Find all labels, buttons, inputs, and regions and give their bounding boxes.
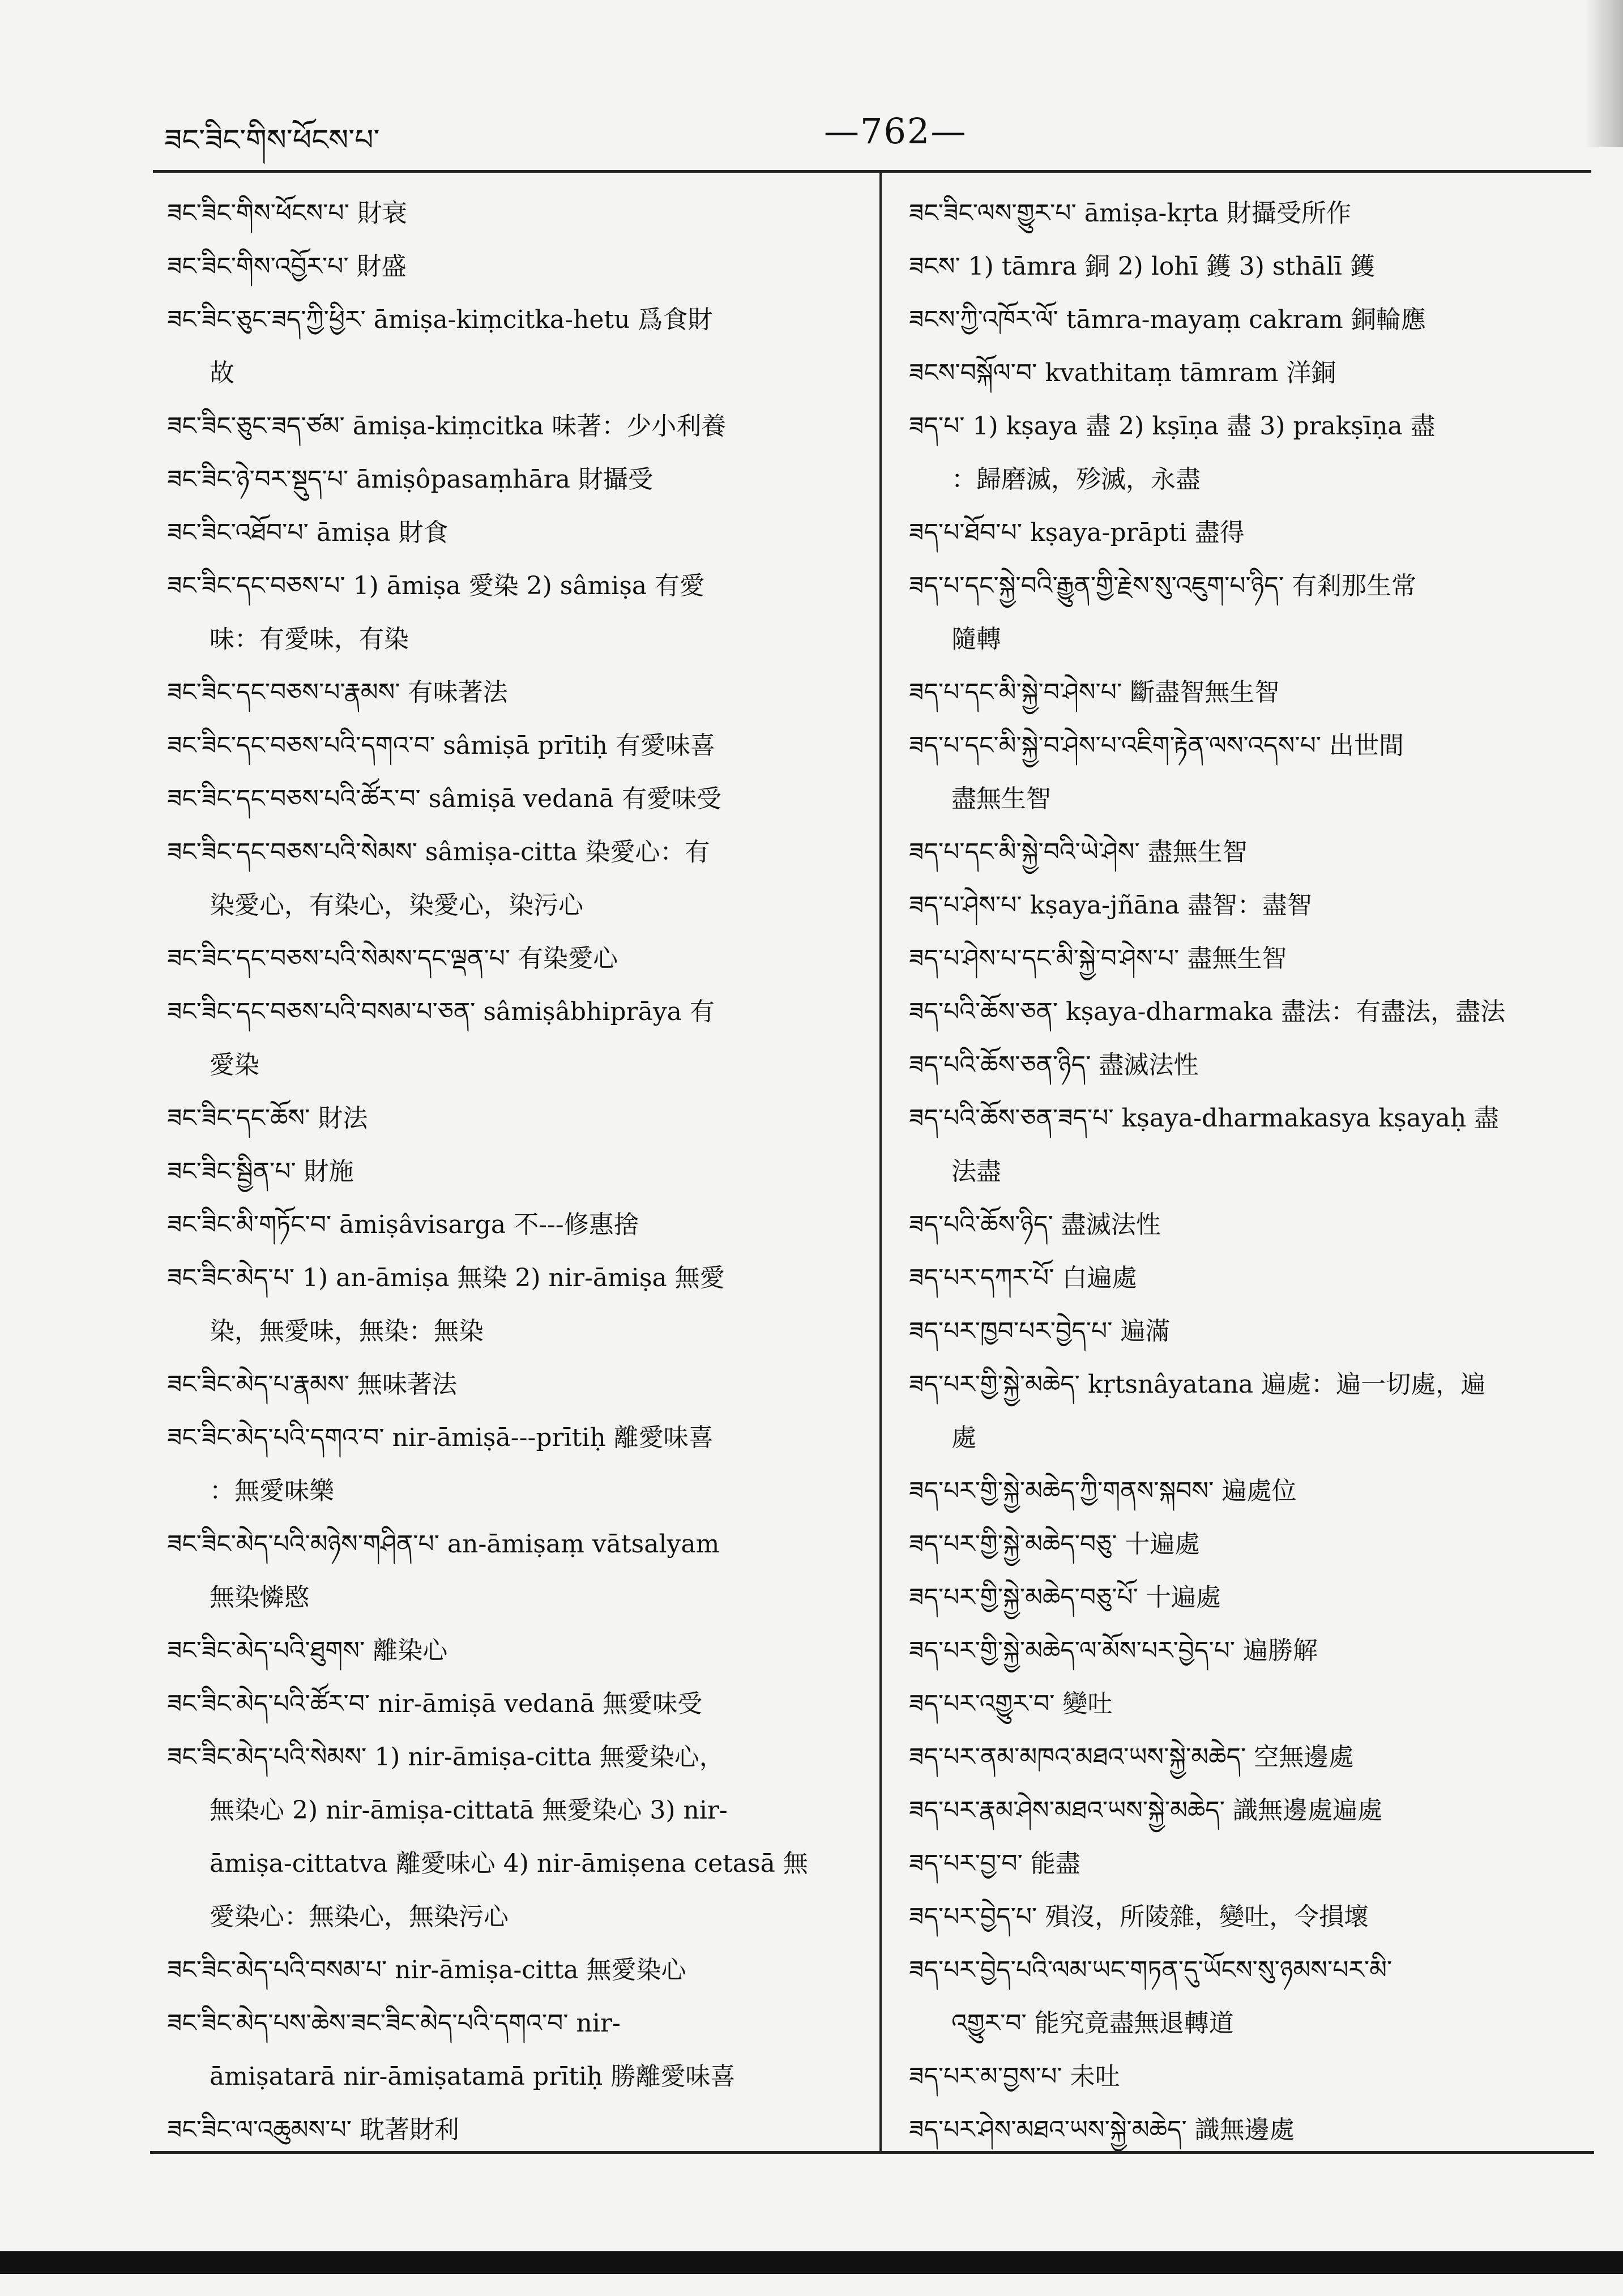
dictionary-entry (909, 2050, 1588, 2103)
dictionary-entry (909, 1624, 1588, 1678)
entry-line: ཟད་པར་དཀར་པོ་ 白遍處 (909, 1264, 1137, 1292)
entry-line: ཟང་ཟིང་མེད་པས་ཆེས་ཟང་ཟིང་མེད་པའི་དགའ་བ་ nir- (167, 2009, 621, 2038)
dictionary-entry (909, 1465, 1588, 1518)
entry-line: ཟང་ཟིང་འཐོབ་པ་ āmiṣa 財食 (167, 518, 449, 547)
entry-line: ཟད་པ་ཤེས་པ་ kṣaya-jñāna 盡智：盡智 (909, 891, 1312, 920)
entry-continuation-line: 愛染心：無染心，無染污心 (210, 1902, 509, 1931)
entry-line: ཟང་ཟིང་དང་ཆོས་ 財法 (167, 1104, 368, 1133)
entry-continuation-line: āmiṣatarā nir-āmiṣatamā prītiḥ 勝離愛味喜 (210, 2062, 736, 2091)
entry-continuation-line: 味：有愛味，有染 (210, 625, 409, 654)
dictionary-entry (167, 240, 844, 293)
right-column (909, 187, 1588, 2157)
dictionary-entry (167, 666, 844, 719)
dictionary-entry (909, 560, 1588, 666)
entry-line: ཟད་པ་དང་སྐྱེ་བའི་རྒྱུན་གྱི་རྗེས་སུ་འཇུག་པ་ཉིད་ 有剎那生常 (909, 571, 1416, 600)
dictionary-entry (909, 719, 1588, 826)
entry-line: ཟད་པར་ཁྱབ་པར་བྱེད་པ་ 遍滿 (909, 1317, 1171, 1346)
entry-line: ཟད་པ་ཤེས་པ་དང་མི་སྐྱེ་བ་ཤེས་པ་ 盡無生智 (909, 944, 1287, 973)
entry-line: ཟངས་ཀྱི་འཁོར་ལོ་ tāmra-mayaṃ cakram 銅輪應 (909, 305, 1426, 334)
dictionary-entry (167, 1731, 844, 1944)
entry-line: ཟད་པར་རྣམ་ཤེས་མཐའ་ཡས་སྐྱེ་མཆེད་ 識無邊處遍處 (909, 1796, 1382, 1825)
dictionary-entry (167, 1518, 844, 1624)
dictionary-entry (909, 666, 1588, 719)
entry-line: ཟད་པར་བྱེད་པ་ 殞沒，所陵雜，變吐，令損壞 (909, 1902, 1369, 1931)
dictionary-entry (909, 1518, 1588, 1571)
entry-line: ཟད་པ་ 1) kṣaya 盡 2) kṣīṇa 盡 3) prakṣīṇa 盡 (909, 412, 1436, 441)
dictionary-entry (167, 1092, 844, 1145)
entry-line: ཟང་ཟིང་ལས་གྱུར་པ་ āmiṣa-kṛta 財攝受所作 (909, 199, 1352, 228)
entry-line: ཟང་ཟིང་དང་བཅས་པ་རྣམས་ 有味著法 (167, 678, 508, 707)
entry-line: ཟད་པར་བྱེད་པའི་ལམ་ཡང་གཏན་དུ་ཡོངས་སུ་ཉམས་པར་མི་ (909, 1956, 1393, 1985)
entry-line: ཟད་པའི་ཆོས་ཉིད་ 盡滅法性 (909, 1210, 1161, 1239)
entry-line: ཟང་ཟིང་ཅུང་ཟད་ཙམ་ āmiṣa-kiṃcitka 味著：少小利養 (167, 412, 727, 441)
entry-line: ཟད་པར་འགྱུར་བ་ 變吐 (909, 1689, 1113, 1718)
dictionary-entry (909, 347, 1588, 400)
entry-line: ཟང་ཟིང་མེད་པའི་སེམས་ 1) nir-āmiṣa-citta 無愛染心， (167, 1743, 724, 1772)
dictionary-entry (167, 1678, 844, 1731)
dictionary-entry (167, 1997, 844, 2103)
dictionary-entry (167, 1624, 844, 1678)
dictionary-entry (909, 826, 1588, 879)
entry-line: ཟང་ཟིང་གིས་ཕོངས་པ་ 財衰 (167, 199, 407, 228)
dictionary-entry (909, 1252, 1588, 1305)
entry-line: ཟད་པར་བྱ་བ་ 能盡 (909, 1849, 1080, 1878)
dictionary-entry (167, 293, 844, 400)
entry-continuation-line: 染，無愛味，無染：無染 (210, 1317, 484, 1346)
page-number: —762— (824, 110, 967, 152)
entry-continuation-line: ：歸磨滅，殄滅，永盡 (951, 465, 1201, 494)
dictionary-entry (909, 1731, 1588, 1784)
entry-line: ཟང་ཟིང་མི་གཏོང་བ་ āmiṣâvisarga 不---修惠捨 (167, 1210, 639, 1239)
entry-line: ཟང་ཟིང་མེད་པ་ 1) an-āmiṣa 無染 2) nir-āmiṣa 無愛 (167, 1264, 725, 1292)
entry-continuation-line: 盡無生智 (951, 784, 1051, 813)
running-head: ཟང་ཟིང་གིས་ཕོངས་པ་ (164, 123, 380, 157)
entry-line: ཟང་ཟིང་དང་བཅས་པའི་བསམ་པ་ཅན་ sâmiṣâbhiprāya 有 (167, 997, 715, 1026)
dictionary-entry (909, 400, 1588, 506)
dictionary-entry (167, 1944, 844, 1997)
entry-continuation-line: 染愛心，有染心，染愛心，染污心 (210, 891, 583, 920)
entry-line: ཟད་པར་ཤེས་མཐའ་ཡས་སྐྱེ་མཆེད་ 識無邊處 (909, 2115, 1295, 2144)
top-rule (153, 170, 1591, 173)
dictionary-entry (167, 400, 844, 453)
dictionary-entry (167, 932, 844, 985)
entry-line: ཟད་པ་དང་མི་སྐྱེ་བ་ཤེས་པ་ 斷盡智無生智 (909, 678, 1280, 707)
entry-continuation-line: āmiṣa-cittatva 離愛味心 4) nir-āmiṣena cetasā 無 (210, 1849, 808, 1878)
dictionary-entry (167, 187, 844, 240)
dictionary-entry (909, 1571, 1588, 1624)
entry-continuation-line: 無染心 2) nir-āmiṣa-cittatā 無愛染心 3) nir- (210, 1796, 728, 1825)
dictionary-entry (909, 985, 1588, 1039)
dictionary-entry (909, 1837, 1588, 1890)
entry-line: ཟང་ཟིང་ལ་འཆུམས་པ་ 耽著財利 (167, 2115, 459, 2144)
entry-continuation-line: 法盡 (951, 1157, 1001, 1186)
dictionary-entry (909, 187, 1588, 240)
entry-continuation-line: འགྱུར་བ་ 能究竟盡無退轉道 (951, 2009, 1234, 2038)
entry-line: ཟངས་ 1) tāmra 銅 2) lohī 鑊 3) sthālī 鑊 (909, 252, 1375, 281)
dictionary-entry (909, 932, 1588, 985)
entry-line: ཟད་པ་དང་མི་སྐྱེ་བ་ཤེས་པ་འཇིག་རྟེན་ལས་འདས་པ་ 出世間 (909, 731, 1404, 760)
entry-line: ཟང་ཟིང་དང་བཅས་པའི་ཚོར་བ་ sâmiṣā vedanā 有愛味受 (167, 784, 722, 813)
dictionary-entry (167, 1145, 844, 1198)
entry-line: ཟད་པ་དང་མི་སྐྱེ་བའི་ཡེ་ཤེས་ 盡無生智 (909, 838, 1248, 867)
dictionary-entry (167, 2103, 844, 2157)
dictionary-entry (909, 1944, 1588, 2050)
dictionary-entry (167, 1411, 844, 1518)
dictionary-entry (909, 1678, 1588, 1731)
dictionary-entry (909, 1358, 1588, 1465)
entry-line: ཟང་ཟིང་དང་བཅས་པའི་སེམས་དང་ལྡན་པ་ 有染愛心 (167, 944, 618, 973)
entry-line: ཟང་ཟིང་དང་བཅས་པའི་དགའ་བ་ sâmiṣā prītiḥ 有愛味喜 (167, 731, 715, 760)
entry-line: ཟད་པར་གྱི་སྐྱེ་མཆེད་བཅུ་ 十遍處 (909, 1530, 1200, 1559)
dictionary-entry (167, 1358, 844, 1411)
entry-line: ཟང་ཟིང་དང་བཅས་པའི་སེམས་ sâmiṣa-citta 染愛心：有 (167, 838, 710, 867)
edge-shade (1586, 0, 1623, 147)
dictionary-entry (909, 1305, 1588, 1358)
dictionary-entry (167, 826, 844, 932)
left-column (167, 187, 844, 2157)
entry-continuation-line: 隨轉 (951, 625, 1001, 654)
entry-line: ཟད་པའི་ཆོས་ཅན་ཟད་པ་ kṣaya-dharmakasya kṣayaḥ 盡 (909, 1104, 1500, 1133)
column-divider (879, 170, 882, 2152)
entry-line: ཟང་ཟིང་ཉེ་བར་སྡུད་པ་ āmiṣôpasaṃhāra 財攝受 (167, 465, 653, 494)
dictionary-entry (909, 1198, 1588, 1252)
entry-continuation-line: ：無愛味樂 (210, 1476, 334, 1505)
dictionary-entry (909, 506, 1588, 560)
entry-line: ཟད་པར་གྱི་སྐྱེ་མཆེད་ kṛtsnâyatana 遍處：遍一切處，遍 (909, 1370, 1486, 1399)
entry-line: ཟང་ཟིང་མེད་པའི་ཚོར་བ་ nir-āmiṣā vedanā 無愛味受 (167, 1689, 703, 1718)
entry-line: ཟད་པར་ནམ་མཁའ་མཐའ་ཡས་སྐྱེ་མཆེད་ 空無邊處 (909, 1743, 1354, 1772)
dictionary-entry (909, 2103, 1588, 2157)
dictionary-entry (167, 1252, 844, 1358)
entry-line: ཟང་ཟིང་མེད་པའི་དགའ་བ་ nir-āmiṣā---prītiḥ 離愛味喜 (167, 1423, 714, 1452)
entry-line: ཟང་ཟིང་མེད་པའི་བསམ་པ་ nir-āmiṣa-citta 無愛染心 (167, 1956, 686, 1985)
bottom-rule (150, 2151, 1594, 2154)
entry-line: ཟངས་བསྐོལ་བ་ kvathitaṃ tāmram 洋銅 (909, 359, 1336, 387)
entry-line: ཟང་ཟིང་གིས་འབྱོར་པ་ 財盛 (167, 252, 407, 281)
dictionary-entry (167, 985, 844, 1092)
entry-line: ཟང་ཟིང་མེད་པ་རྣམས་ 無味著法 (167, 1370, 457, 1399)
entry-continuation-line: 愛染 (210, 1051, 259, 1079)
dictionary-entry (909, 1784, 1588, 1837)
entry-line: ཟང་ཟིང་མེད་པའི་ཐུགས་ 離染心 (167, 1636, 448, 1665)
entry-line: ཟང་ཟིང་ཅུང་ཟད་ཀྱི་ཕྱིར་ āmiṣa-kiṃcitka-hetu 爲食財 (167, 305, 713, 334)
entry-line: ཟང་ཟིང་དང་བཅས་པ་ 1) āmiṣa 愛染 2) sâmiṣa 有愛 (167, 571, 705, 600)
entry-continuation-line: 故 (210, 359, 234, 387)
dictionary-entry (167, 506, 844, 560)
entry-line: ཟད་པར་མ་བྱས་པ་ 未吐 (909, 2062, 1120, 2091)
entry-line: ཟད་པར་གྱི་སྐྱེ་མཆེད་བཅུ་པོ་ 十遍處 (909, 1583, 1221, 1612)
dictionary-entry (167, 773, 844, 826)
dictionary-entry (167, 560, 844, 666)
entry-line: ཟད་པར་གྱི་སྐྱེ་མཆེད་ཀྱི་གནས་སྐབས་ 遍處位 (909, 1476, 1297, 1505)
entry-line: ཟང་ཟིང་མེད་པའི་མཉེས་གཤིན་པ་ an-āmiṣaṃ vātsalyam (167, 1530, 720, 1559)
dictionary-entry (909, 1890, 1588, 1944)
entry-continuation-line: 無染憐愍 (210, 1583, 309, 1612)
dictionary-entry (909, 293, 1588, 347)
dictionary-entry (167, 1198, 844, 1252)
dictionary-entry (167, 719, 844, 773)
entry-line: ཟད་པར་གྱི་སྐྱེ་མཆེད་ལ་མོས་པར་བྱེད་པ་ 遍勝解 (909, 1636, 1318, 1665)
dictionary-entry (909, 1039, 1588, 1092)
entry-line: ཟད་པའི་ཆོས་ཅན་ kṣaya-dharmaka 盡法：有盡法，盡法 (909, 997, 1506, 1026)
dictionary-entry (909, 240, 1588, 293)
entry-line: ཟད་པའི་ཆོས་ཅན་ཉིད་ 盡滅法性 (909, 1051, 1199, 1079)
entry-continuation-line: 處 (951, 1423, 976, 1452)
entry-line: ཟང་ཟིང་སྦྱིན་པ་ 財施 (167, 1157, 354, 1186)
dictionary-entry (909, 879, 1588, 932)
dictionary-entry (167, 453, 844, 506)
entry-line: ཟད་པ་ཐོབ་པ་ kṣaya-prāpti 盡得 (909, 518, 1245, 547)
footer-bar (0, 2251, 1623, 2274)
dictionary-entry (909, 1092, 1588, 1198)
